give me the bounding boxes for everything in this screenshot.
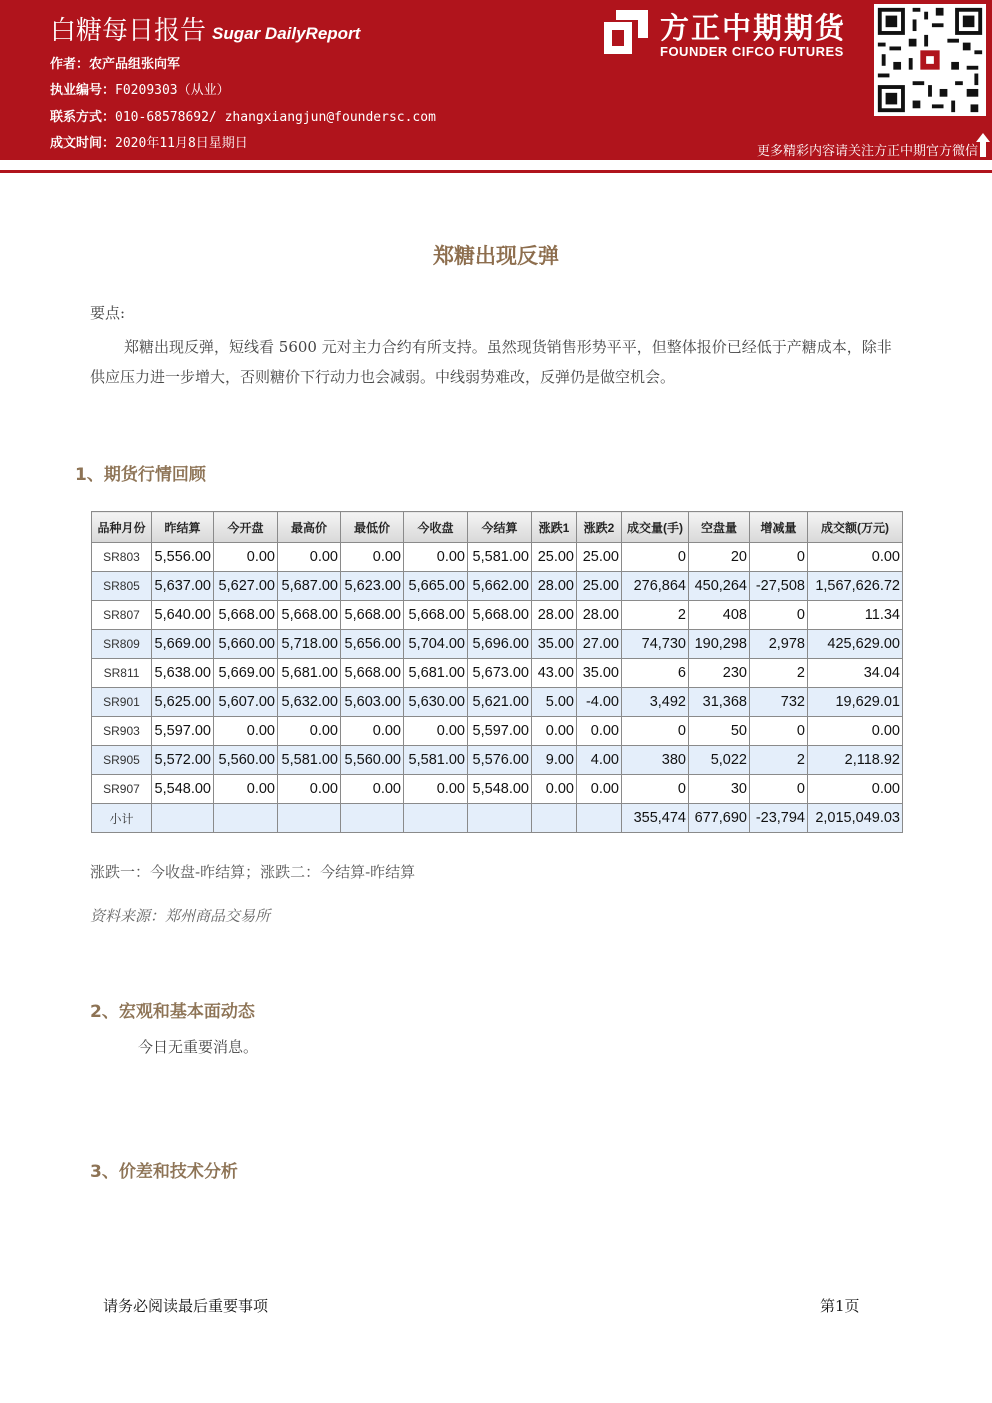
contract-cell: SR901 <box>92 688 152 717</box>
table-cell: 0 <box>750 775 808 804</box>
author-value: 农产品组张向军 <box>89 57 181 72</box>
table-cell: 43.00 <box>532 659 577 688</box>
table-cell: 5,623.00 <box>341 572 404 601</box>
table-row <box>92 572 903 601</box>
table-cell <box>468 804 532 833</box>
table-cell: 0.00 <box>278 543 341 572</box>
document-title: 郑糖出现反弹 <box>433 244 559 268</box>
license-line <box>50 79 230 98</box>
table-cell: 0 <box>622 775 689 804</box>
report-title-en: Sugar DailyReport <box>212 24 361 43</box>
founder-cifco-logo-icon <box>602 8 650 56</box>
contract-cell: SR811 <box>92 659 152 688</box>
column-header: 品种月份 <box>92 512 152 543</box>
section-heading-macro: 2、宏观和基本面动态 <box>90 1002 255 1022</box>
table-cell <box>278 804 341 833</box>
summary-paragraph: 郑糖出现反弹，短线看 5600 元对主力合约有所支持。虽然现货销售形势平平，但整体报价已经低于产糖成本，除非供应压力进一步增大，否则糖价下行动力也会减弱。中线弱势难改，反弹仍是做空机会。 <box>90 338 892 386</box>
table-cell: 0.00 <box>404 717 468 746</box>
contract-cell: SR805 <box>92 572 152 601</box>
table-cell: 30 <box>689 775 750 804</box>
table-cell: 0 <box>622 543 689 572</box>
column-header: 空盘量 <box>689 512 750 543</box>
table-cell: 5,665.00 <box>404 572 468 601</box>
table-cell: 5,548.00 <box>152 775 214 804</box>
column-header: 今结算 <box>468 512 532 543</box>
contact-line <box>50 106 436 125</box>
table-cell: 230 <box>689 659 750 688</box>
subtotal-row <box>92 804 903 833</box>
table-cell: 5.00 <box>532 688 577 717</box>
table-cell: 732 <box>750 688 808 717</box>
table-cell: 25.00 <box>577 543 622 572</box>
table-cell: 2 <box>750 659 808 688</box>
author-line <box>50 53 180 72</box>
table-cell: 2,118.92 <box>808 746 903 775</box>
table-cell <box>577 804 622 833</box>
table-cell: 5,669.00 <box>214 659 278 688</box>
table-cell: 408 <box>689 601 750 630</box>
table-cell: 0 <box>750 717 808 746</box>
table-cell: 5,621.00 <box>468 688 532 717</box>
column-header: 涨跌2 <box>577 512 622 543</box>
table-cell: 5,704.00 <box>404 630 468 659</box>
contract-cell: SR907 <box>92 775 152 804</box>
date-label: 成文时间： <box>50 136 116 151</box>
table-cell: 5,656.00 <box>341 630 404 659</box>
table-cell: 380 <box>622 746 689 775</box>
table-cell: 0.00 <box>577 775 622 804</box>
table-cell: 5,022 <box>689 746 750 775</box>
table-cell: 0.00 <box>214 543 278 572</box>
table-cell: 5,668.00 <box>404 601 468 630</box>
change-definition-note: 涨跌一：今收盘-昨结算；涨跌二：今结算-昨结算 <box>90 863 416 881</box>
report-title <box>50 10 360 47</box>
table-cell: 5,681.00 <box>404 659 468 688</box>
table-cell: 5,668.00 <box>214 601 278 630</box>
table-cell: 0.00 <box>808 717 903 746</box>
page-number: 第1页 <box>820 1297 860 1315</box>
table-cell: 4.00 <box>577 746 622 775</box>
contact-value: 010-68578692/ zhangxiangjun@foundersc.com <box>115 110 436 125</box>
qr-code-icon[interactable] <box>874 4 986 116</box>
table-cell: 5,660.00 <box>214 630 278 659</box>
table-cell: 0.00 <box>278 775 341 804</box>
table-cell: 5,625.00 <box>152 688 214 717</box>
logo-text-en: FOUNDER CIFCO FUTURES <box>660 44 844 59</box>
header-gap <box>0 160 992 170</box>
table-row <box>92 543 903 572</box>
table-cell: 0.00 <box>214 717 278 746</box>
table-cell: 0.00 <box>404 775 468 804</box>
table-cell: -27,508 <box>750 572 808 601</box>
table-cell: 5,668.00 <box>341 601 404 630</box>
table-cell: 425,629.00 <box>808 630 903 659</box>
table-row <box>92 630 903 659</box>
table-cell: 5,627.00 <box>214 572 278 601</box>
arrow-up-icon <box>975 132 991 158</box>
key-points-label: 要点: <box>90 304 126 322</box>
table-cell <box>341 804 404 833</box>
table-cell: 28.00 <box>577 601 622 630</box>
table-cell: 35.00 <box>577 659 622 688</box>
table-cell <box>404 804 468 833</box>
table-cell: 20 <box>689 543 750 572</box>
report-header <box>0 0 992 160</box>
table-cell: 0.00 <box>532 775 577 804</box>
table-cell: 190,298 <box>689 630 750 659</box>
table-cell: 355,474 <box>622 804 689 833</box>
table-cell: 5,548.00 <box>468 775 532 804</box>
table-cell: 5,681.00 <box>278 659 341 688</box>
table-cell: 5,581.00 <box>468 543 532 572</box>
column-header: 成交额(万元) <box>808 512 903 543</box>
table-cell: 28.00 <box>532 572 577 601</box>
contract-cell: SR809 <box>92 630 152 659</box>
license-value: F0209303（从业） <box>115 83 230 98</box>
table-cell: 5,668.00 <box>341 659 404 688</box>
data-source-note: 资料来源：郑州商品交易所 <box>90 907 271 925</box>
table-cell: 2 <box>750 746 808 775</box>
date-value: 2020年11月8日星期日 <box>115 136 248 151</box>
table-cell: 0 <box>750 543 808 572</box>
footer-disclaimer: 请务必阅读最后重要事项 <box>103 1297 269 1315</box>
table-cell: 25.00 <box>577 572 622 601</box>
table-cell: 0.00 <box>577 717 622 746</box>
table-cell: 50 <box>689 717 750 746</box>
table-cell: 11.34 <box>808 601 903 630</box>
table-cell: 9.00 <box>532 746 577 775</box>
table-header-row <box>92 512 903 543</box>
column-header: 成交量(手) <box>622 512 689 543</box>
table-cell: 450,264 <box>689 572 750 601</box>
license-label: 执业编号： <box>50 83 116 98</box>
table-cell: 0.00 <box>808 543 903 572</box>
table-cell: 28.00 <box>532 601 577 630</box>
table-cell: 5,718.00 <box>278 630 341 659</box>
table-cell: 1,567,626.72 <box>808 572 903 601</box>
column-header: 增减量 <box>750 512 808 543</box>
table-cell: 5,576.00 <box>468 746 532 775</box>
table-cell: 5,638.00 <box>152 659 214 688</box>
header-divider <box>0 170 992 173</box>
table-cell: 2 <box>622 601 689 630</box>
column-header: 昨结算 <box>152 512 214 543</box>
table-row <box>92 717 903 746</box>
table-cell: 0.00 <box>341 717 404 746</box>
table-cell: 31,368 <box>689 688 750 717</box>
table-cell: 5,673.00 <box>468 659 532 688</box>
table-cell: 5,560.00 <box>341 746 404 775</box>
table-cell: -23,794 <box>750 804 808 833</box>
table-cell: 0.00 <box>808 775 903 804</box>
table-cell: 5,603.00 <box>341 688 404 717</box>
table-cell: 5,607.00 <box>214 688 278 717</box>
column-header: 最高价 <box>278 512 341 543</box>
table-cell: 34.04 <box>808 659 903 688</box>
table-cell: 276,864 <box>622 572 689 601</box>
table-cell: 0.00 <box>532 717 577 746</box>
table-row <box>92 688 903 717</box>
table-cell: 2,978 <box>750 630 808 659</box>
table-cell: 5,668.00 <box>468 601 532 630</box>
table-cell: 5,581.00 <box>404 746 468 775</box>
table-cell: 0.00 <box>341 775 404 804</box>
column-header: 今开盘 <box>214 512 278 543</box>
table-cell: 5,597.00 <box>152 717 214 746</box>
table-cell: 5,556.00 <box>152 543 214 572</box>
date-line <box>50 132 248 151</box>
table-cell: 0 <box>750 601 808 630</box>
table-cell: 677,690 <box>689 804 750 833</box>
contract-cell: SR905 <box>92 746 152 775</box>
table-cell: 5,632.00 <box>278 688 341 717</box>
table-cell: 74,730 <box>622 630 689 659</box>
table-row <box>92 775 903 804</box>
table-cell: 5,560.00 <box>214 746 278 775</box>
author-label: 作者： <box>50 57 90 72</box>
report-title-cn: 白糖每日报告 <box>50 16 207 46</box>
table-cell: 5,668.00 <box>278 601 341 630</box>
table-cell: 2,015,049.03 <box>808 804 903 833</box>
table-cell: 5,637.00 <box>152 572 214 601</box>
table-cell: 0 <box>622 717 689 746</box>
table-cell: 5,597.00 <box>468 717 532 746</box>
table-row <box>92 746 903 775</box>
table-cell: 5,696.00 <box>468 630 532 659</box>
table-cell: 5,581.00 <box>278 746 341 775</box>
table-cell <box>214 804 278 833</box>
table-cell: 25.00 <box>532 543 577 572</box>
table-cell: 35.00 <box>532 630 577 659</box>
table-cell: 5,687.00 <box>278 572 341 601</box>
table-cell: 0.00 <box>341 543 404 572</box>
table-cell: 0.00 <box>214 775 278 804</box>
futures-quote-table <box>91 511 902 833</box>
table-cell: 5,640.00 <box>152 601 214 630</box>
table-cell: 3,492 <box>622 688 689 717</box>
contract-cell: SR903 <box>92 717 152 746</box>
table-cell: 0.00 <box>278 717 341 746</box>
wechat-follow-note: 更多精彩内容请关注方正中期官方微信 <box>756 144 978 159</box>
company-logo <box>602 6 864 62</box>
column-header: 涨跌1 <box>532 512 577 543</box>
table-cell: 5,572.00 <box>152 746 214 775</box>
table-cell: 0.00 <box>404 543 468 572</box>
table-cell: 5,662.00 <box>468 572 532 601</box>
table-cell: -4.00 <box>577 688 622 717</box>
table-cell: 5,669.00 <box>152 630 214 659</box>
table-cell <box>152 804 214 833</box>
contract-cell: SR803 <box>92 543 152 572</box>
section-heading-futures-review: 1、期货行情回顾 <box>75 465 206 485</box>
macro-text: 今日无重要消息。 <box>138 1038 259 1056</box>
table-cell: 5,630.00 <box>404 688 468 717</box>
subtotal-label: 小计 <box>92 804 152 833</box>
table-row <box>92 659 903 688</box>
table-cell: 6 <box>622 659 689 688</box>
table-row <box>92 601 903 630</box>
logo-text-cn: 方正中期期货 <box>660 11 847 45</box>
table-cell: 19,629.01 <box>808 688 903 717</box>
column-header: 今收盘 <box>404 512 468 543</box>
table-cell <box>532 804 577 833</box>
contact-label: 联系方式： <box>50 110 116 125</box>
section-heading-spread-analysis: 3、价差和技术分析 <box>90 1162 238 1182</box>
table-cell: 27.00 <box>577 630 622 659</box>
contract-cell: SR807 <box>92 601 152 630</box>
column-header: 最低价 <box>341 512 404 543</box>
